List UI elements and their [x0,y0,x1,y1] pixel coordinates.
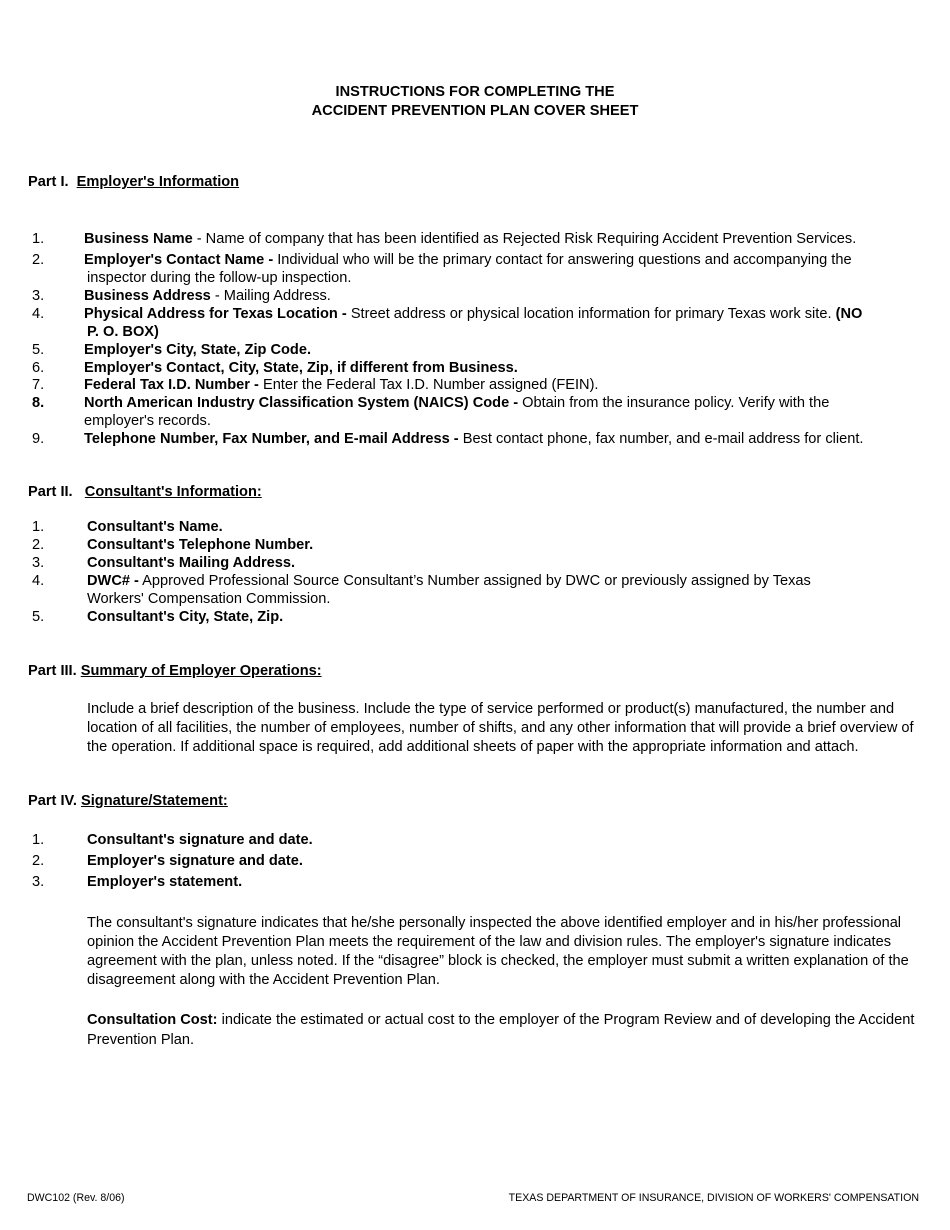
item-number: 4. [32,306,45,322]
item-label-suffix: (NO [835,306,863,322]
consultation-cost-paragraph [87,1010,925,1050]
item-label: Telephone Number, Fax Number, and E-mail Address - [84,431,459,447]
item-label: Consultant's signature and date. [87,832,313,848]
part-3-heading [28,662,322,680]
item-number: 2. [32,252,45,268]
item-number: 5. [32,342,45,358]
part-2-title: Consultant's Information: [84,484,262,500]
item-number: 9. [32,431,45,447]
item-label: Business Name [84,231,193,247]
item-label: North American Industry Classification System (NAICS) Code - [84,395,519,411]
item-label: Consultant's Mailing Address. [87,555,296,571]
item-number: 2. [32,853,45,869]
item-label: DWC# - [87,573,139,589]
footer-agency: TEXAS DEPARTMENT OF INSURANCE, DIVISION OF WORKERS' COMPENSATION [508,1192,919,1204]
part-3-label: Part III. [28,663,77,679]
item-number: 7. [32,377,45,393]
item-text: Street address or physical location information for primary Texas work site. [346,306,836,322]
item-label: Consultant's City, State, Zip. [87,609,284,625]
consultation-cost-text: indicate the estimated or actual cost to the employer of the Program Review and of developing the Accident Prevention Plan. [87,1012,915,1048]
item-number: 5. [32,609,45,625]
statement-paragraph: The consultant's signature indicates that he/she personally inspected the above identified employer and in his/her professional opinion the Accident Prevention Plan meets the requirement of the law and division rules. The employer's signature indicates agreement with the plan, unless noted. If the “disagree” block is checked, the employer must submit a written explanation of the disagreement along with the Accident Prevention Plan. [87,915,909,988]
item-label: Physical Address for Texas Location - [84,306,347,322]
item-text: Best contact phone, fax number, and e-mail address for client. [458,431,864,447]
item-label: Federal Tax I.D. Number - [84,377,259,393]
item-text: - Mailing Address. [210,288,331,304]
item-number: 3. [32,874,45,890]
item-number: 6. [32,360,45,376]
part-1-heading [28,173,239,191]
item-text-continued: inspector during the follow-up inspection. [87,270,352,286]
item-label: Employer's City, State, Zip Code. [84,342,312,358]
item-text: Approved Professional Source Consultant’s Number assigned by DWC or previously assigned by Texas [138,573,811,589]
item-text: Individual who will be the primary contact for answering questions and accompanying the [273,252,852,268]
document-title [0,83,950,121]
footer-form-id: DWC102 (Rev. 8/06) [27,1192,125,1204]
item-label: Employer's statement. [87,874,243,890]
summary-paragraph: Include a brief description of the business. Include the type of service performed or product(s) manufactured, the number and location of all facilities, the number of employees, number of shifts, and any other information that will provide a brief overview of the operation. If additional space is required, add additional sheets of paper with the appropriate information and attach. [87,701,914,755]
part-4-title: Signature/Statement: [81,793,228,809]
part-4-heading [28,792,228,810]
item-text: Enter the Federal Tax I.D. Number assigned (FEIN). [258,377,599,393]
item-text: - Name of company that has been identified as Rejected Risk Requiring Accident Prevention Services. [192,231,857,247]
item-number: 1. [32,519,45,535]
item-text-continued: Workers' Compensation Commission. [87,591,331,607]
item-number: 3. [32,555,45,571]
item-label: Employer's Contact, City, State, Zip, if different from Business. [84,360,518,376]
item-text-continued: employer's records. [84,413,211,429]
item-label: Employer's signature and date. [87,853,303,869]
part-1-title: Employer's Information [76,174,240,190]
part-3-title: Summary of Employer Operations: [80,663,322,679]
item-number: 1. [32,832,45,848]
item-label: Employer's Contact Name - [84,252,274,268]
consultation-cost-label: Consultation Cost: [87,1012,218,1028]
part-1-label: Part I. [28,174,69,190]
title-line-2: ACCIDENT PREVENTION PLAN COVER SHEET [311,103,639,119]
title-line-1: INSTRUCTIONS FOR COMPLETING THE [335,84,615,100]
item-number: 4. [32,573,45,589]
part-2-heading [28,483,262,501]
item-label: Business Address [84,288,211,304]
part-2-label: Part II. [28,484,73,500]
item-label-continued: P. O. BOX) [87,324,159,340]
item-number: 3. [32,288,45,304]
item-text: Obtain from the insurance policy. Verify with the [518,395,830,411]
item-label: Consultant's Telephone Number. [87,537,314,553]
item-label: Consultant's Name. [87,519,223,535]
item-number: 2. [32,537,45,553]
item-number: 1. [32,231,45,247]
part-4-label: Part IV. [28,793,77,809]
item-number: 8. [32,395,45,411]
